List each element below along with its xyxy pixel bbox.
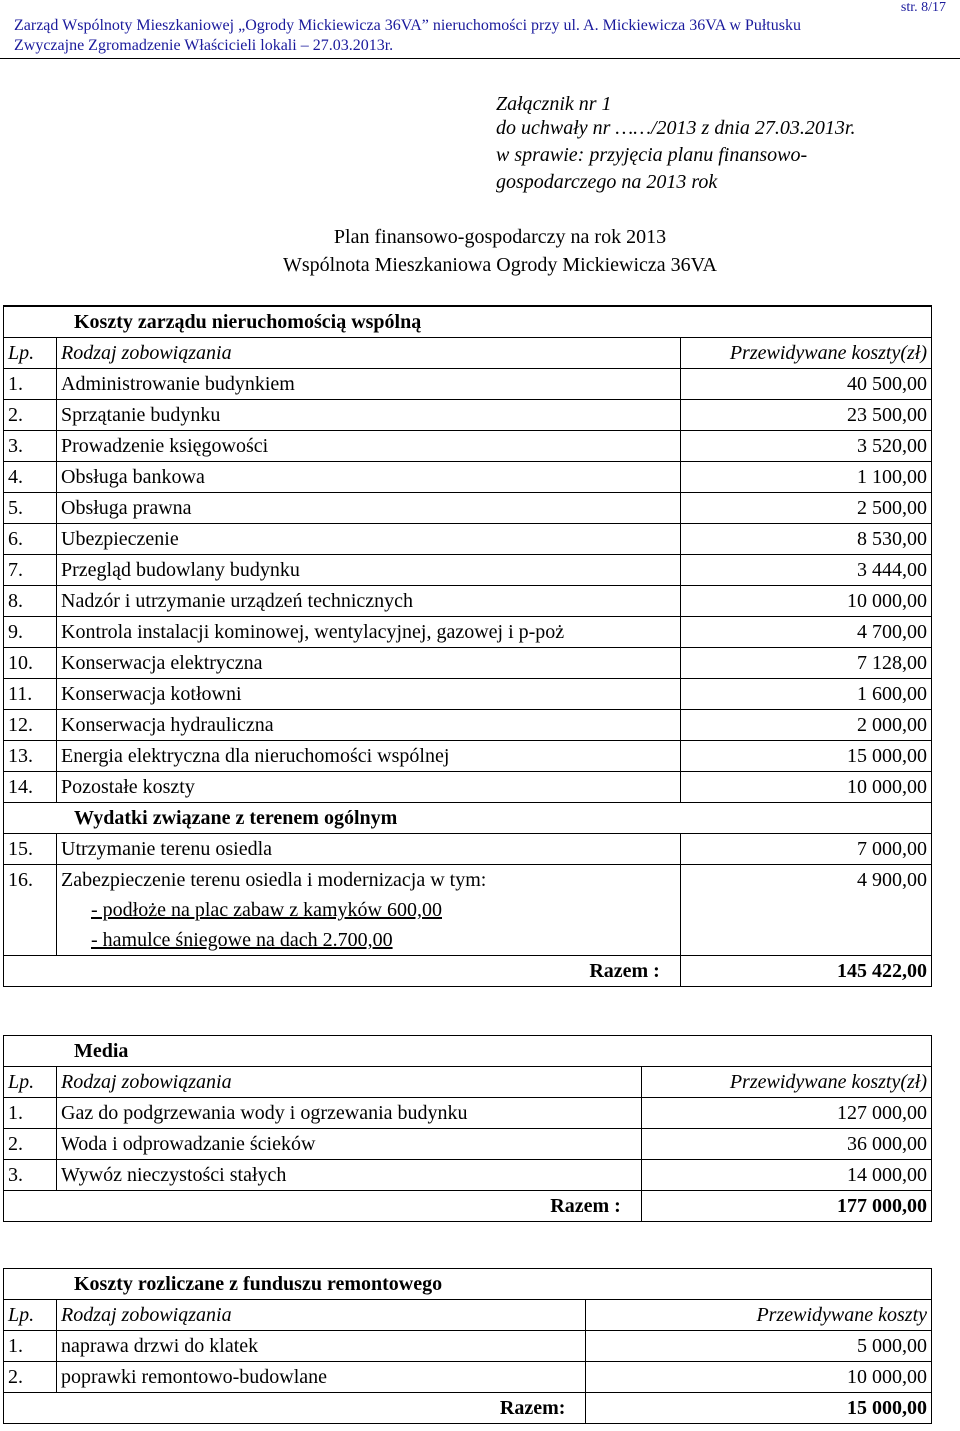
repair-fund-table	[3, 1268, 932, 1424]
row-name: naprawa drzwi do klatek	[57, 1331, 586, 1362]
table-header-row	[4, 1300, 932, 1331]
row-lp: 4.	[4, 462, 57, 493]
row-name: Nadzór i utrzymanie urządzeń technicznych	[57, 586, 681, 617]
row-subitem: - hamulce śniegowe na dach 2.700,00	[91, 929, 393, 951]
header-amount: Przewidywane koszty	[586, 1300, 932, 1331]
table-caption: Koszty zarządu nieruchomością wspólną	[4, 306, 932, 338]
table-row	[4, 741, 932, 772]
total-label: Razem :	[4, 956, 681, 987]
row-name: Kontrola instalacji kominowej, wentylacyjnej, gazowej i p-poż	[57, 617, 681, 648]
table-caption-row	[4, 306, 932, 338]
table-row	[4, 555, 932, 586]
row-name: Konserwacja hydrauliczna	[57, 710, 681, 741]
table-caption: Media	[4, 1036, 932, 1067]
row-amount: 1 600,00	[680, 679, 931, 710]
page-number: str. 8/17	[900, 0, 946, 15]
row-lp: 7.	[4, 555, 57, 586]
row-lp: 3.	[4, 1160, 57, 1191]
row-name: Sprzątanie budynku	[57, 400, 681, 431]
total-label: Razem:	[4, 1393, 586, 1424]
table-row	[4, 865, 932, 956]
table-row	[4, 586, 932, 617]
row-amount: 127 000,00	[641, 1098, 931, 1129]
row-lp: 11.	[4, 679, 57, 710]
table-header-row	[4, 1067, 932, 1098]
table-row	[4, 710, 932, 741]
total-amount: 177 000,00	[641, 1191, 931, 1222]
row-lp: 1.	[4, 369, 57, 400]
row-amount: 2 500,00	[680, 493, 931, 524]
table-header-row	[4, 338, 932, 369]
table-row	[4, 1160, 932, 1191]
row-name: Obsługa prawna	[57, 493, 681, 524]
row-amount: 23 500,00	[680, 400, 931, 431]
table-row	[4, 493, 932, 524]
row-name: Utrzymanie terenu osiedla	[57, 834, 681, 865]
row-name-multiline	[57, 865, 681, 956]
total-label: Razem :	[4, 1191, 642, 1222]
row-lp: 9.	[4, 617, 57, 648]
table-row	[4, 369, 932, 400]
row-name: Konserwacja elektryczna	[57, 648, 681, 679]
total-amount: 145 422,00	[680, 956, 931, 987]
header-divider	[0, 58, 960, 59]
row-name: Zabezpieczenie terenu osiedla i modernizacja w tym:	[61, 869, 487, 891]
row-lp: 3.	[4, 431, 57, 462]
header-lp: Lp.	[4, 1067, 57, 1098]
table-row	[4, 679, 932, 710]
total-row	[4, 1191, 932, 1222]
row-name: Prowadzenie księgowości	[57, 431, 681, 462]
table-caption-row	[4, 1036, 932, 1067]
row-lp: 13.	[4, 741, 57, 772]
table-row	[4, 1129, 932, 1160]
header-name: Rodzaj zobowiązania	[57, 338, 681, 369]
row-amount: 8 530,00	[680, 524, 931, 555]
management-costs-table	[3, 305, 932, 987]
table-row	[4, 1362, 932, 1393]
row-lp: 2.	[4, 1362, 57, 1393]
row-name: Administrowanie budynkiem	[57, 369, 681, 400]
row-lp: 12.	[4, 710, 57, 741]
row-name: Woda i odprowadzanie ścieków	[57, 1129, 642, 1160]
total-amount: 15 000,00	[586, 1393, 932, 1424]
table-caption-row	[4, 1269, 932, 1300]
total-row	[4, 956, 932, 987]
annex-line-3: w sprawie: przyjęcia planu finansowo-	[496, 144, 808, 166]
row-amount: 10 000,00	[586, 1362, 932, 1393]
table-row	[4, 462, 932, 493]
row-lp: 1.	[4, 1098, 57, 1129]
annex-line-2: do uchwały nr ……/2013 z dnia 27.03.2013r.	[496, 117, 856, 139]
row-amount: 3 444,00	[680, 555, 931, 586]
row-lp: 16.	[4, 865, 57, 956]
row-amount: 40 500,00	[680, 369, 931, 400]
row-lp: 14.	[4, 772, 57, 803]
row-lp: 2.	[4, 400, 57, 431]
header-amount: Przewidywane koszty(zł)	[641, 1067, 931, 1098]
table-row	[4, 617, 932, 648]
row-subitem: - podłoże na plac zabaw z kamyków 600,00	[91, 899, 442, 921]
table-row	[4, 1098, 932, 1129]
header-amount: Przewidywane koszty(zł)	[680, 338, 931, 369]
row-amount: 15 000,00	[680, 741, 931, 772]
annex-line-4: gospodarczego na 2013 rok	[496, 171, 718, 193]
table-row	[4, 524, 932, 555]
total-row	[4, 1393, 932, 1424]
table-row	[4, 772, 932, 803]
row-lp: 6.	[4, 524, 57, 555]
row-lp: 15.	[4, 834, 57, 865]
row-name: Konserwacja kotłowni	[57, 679, 681, 710]
plan-subtitle: Wspólnota Mieszkaniowa Ogrody Mickiewicza 36VA	[283, 254, 717, 276]
row-amount: 3 520,00	[680, 431, 931, 462]
row-lp: 1.	[4, 1331, 57, 1362]
row-amount: 1 100,00	[680, 462, 931, 493]
table-row	[4, 400, 932, 431]
header-lp: Lp.	[4, 338, 57, 369]
section-caption: Wydatki związane z terenem ogólnym	[4, 803, 932, 834]
row-lp: 10.	[4, 648, 57, 679]
header-lp: Lp.	[4, 1300, 57, 1331]
table-row	[4, 1331, 932, 1362]
row-name: Energia elektryczna dla nieruchomości wspólnej	[57, 741, 681, 772]
row-name: Wywóz nieczystości stałych	[57, 1160, 642, 1191]
header-line-1: Zarząd Wspólnoty Mieszkaniowej „Ogrody Mickiewicza 36VA” nieruchomości przy ul. A. Mickiewicza 36VA w Pułtusku	[14, 17, 801, 34]
header-line-2: Zwyczajne Zgromadzenie Właścicieli lokali – 27.03.2013r.	[14, 37, 394, 54]
row-amount: 10 000,00	[680, 586, 931, 617]
row-name: Ubezpieczenie	[57, 524, 681, 555]
table-row	[4, 431, 932, 462]
row-amount: 10 000,00	[680, 772, 931, 803]
header-name: Rodzaj zobowiązania	[57, 1300, 586, 1331]
row-amount: 4 900,00	[680, 865, 931, 956]
row-amount: 7 128,00	[680, 648, 931, 679]
row-name: Przegląd budowlany budynku	[57, 555, 681, 586]
annex-line-1: Załącznik nr 1	[496, 93, 612, 115]
row-lp: 8.	[4, 586, 57, 617]
section-caption-row	[4, 803, 932, 834]
row-amount: 14 000,00	[641, 1160, 931, 1191]
row-amount: 4 700,00	[680, 617, 931, 648]
row-name: poprawki remontowo-budowlane	[57, 1362, 586, 1393]
row-lp: 5.	[4, 493, 57, 524]
row-name: Pozostałe koszty	[57, 772, 681, 803]
row-amount: 5 000,00	[586, 1331, 932, 1362]
row-amount: 2 000,00	[680, 710, 931, 741]
row-amount: 7 000,00	[680, 834, 931, 865]
row-name: Obsługa bankowa	[57, 462, 681, 493]
row-name: Gaz do podgrzewania wody i ogrzewania budynku	[57, 1098, 642, 1129]
table-caption: Koszty rozliczane z funduszu remontowego	[4, 1269, 932, 1300]
row-lp: 2.	[4, 1129, 57, 1160]
row-amount: 36 000,00	[641, 1129, 931, 1160]
media-table	[3, 1035, 932, 1222]
table-row	[4, 648, 932, 679]
header-name: Rodzaj zobowiązania	[57, 1067, 642, 1098]
plan-title: Plan finansowo-gospodarczy na rok 2013	[333, 226, 667, 248]
table-row	[4, 834, 932, 865]
